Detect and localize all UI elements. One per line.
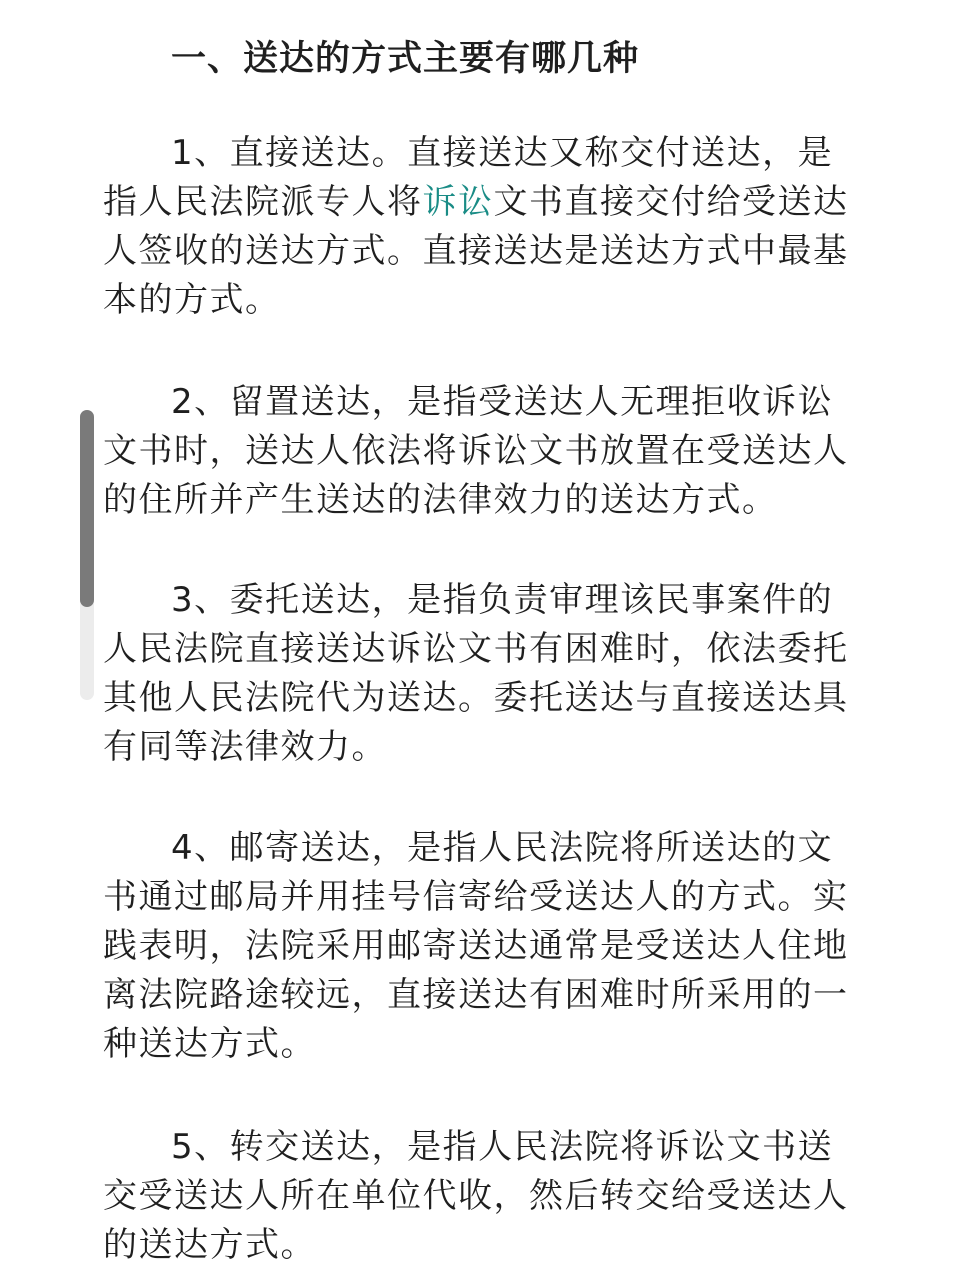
paragraph-5: 5、转交送达，是指人民法院将诉讼文书送交受送达人所在单位代收，然后转交给受送达人的送达方式。 bbox=[103, 1127, 849, 1265]
paragraph-1-text-before: 1、直接送达。直接送达又称交付送达，是指人民法院派专人将 bbox=[103, 133, 834, 222]
paragraph-2: 2、留置送达，是指受送达人无理拒收诉讼文书时，送达人依法将诉讼文书放置在受送达人的住所并产生送达的法律效力的送达方式。 bbox=[103, 382, 849, 520]
litigation-link[interactable]: 诉讼 bbox=[422, 182, 494, 222]
paragraph-1 bbox=[103, 129, 849, 325]
paragraph-1-text-after: 文书直接交付给受送达人签收的送达方式。直接送达是送达方式中最基本的方式。 bbox=[103, 182, 849, 320]
paragraph-4: 4、邮寄送达，是指人民法院将所送达的文书通过邮局并用挂号信寄给受送达人的方式。实践表明，法院采用邮寄送达通常是受送达人住地离法院路途较远，直接送达有困难时所采用的一种送达方式。 bbox=[103, 828, 849, 1064]
scrollbar-thumb[interactable] bbox=[80, 410, 94, 607]
paragraph-3: 3、委托送达，是指负责审理该民事案件的人民法院直接送达诉讼文书有困难时，依法委托其他人民法院代为送达。委托送达与直接送达具有同等法律效力。 bbox=[103, 580, 849, 767]
section-heading: 一、送达的方式主要有哪几种 bbox=[171, 39, 640, 79]
vertical-scrollbar[interactable] bbox=[80, 410, 94, 700]
